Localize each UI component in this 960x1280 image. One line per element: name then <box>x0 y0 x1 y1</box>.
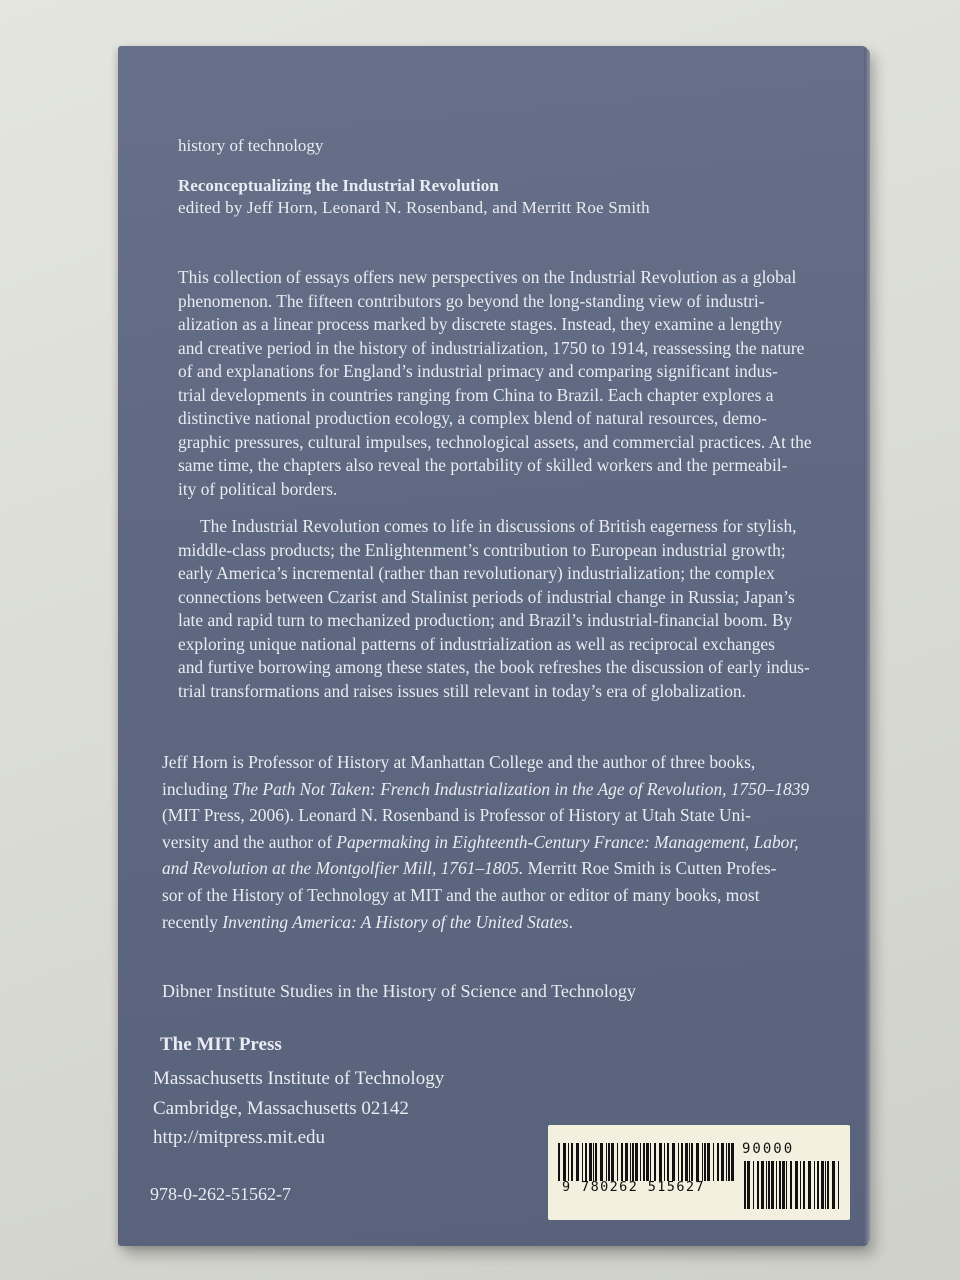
text-line: trial developments in countries ranging from China to Brazil. Each chapter explores a <box>178 384 774 405</box>
text-line: phenomenon. The fifteen contributors go beyond the long-standing view of industri- <box>178 290 765 311</box>
barcode-bar <box>606 1143 607 1181</box>
barcode-bar <box>713 1143 714 1181</box>
barcode-bar <box>654 1143 656 1181</box>
barcode-bar <box>563 1143 566 1181</box>
barcode-bar <box>617 1143 618 1181</box>
barcode-bar <box>803 1161 805 1209</box>
barcode-bar <box>600 1143 603 1181</box>
barcode-bar <box>558 1143 560 1181</box>
barcode-bar <box>795 1161 798 1209</box>
barcode-bar <box>747 1161 750 1209</box>
book-title-italic: Inventing America: A History of the United States <box>222 911 569 932</box>
barcode-bar <box>585 1143 587 1181</box>
barcode-bar <box>704 1143 706 1181</box>
text-line: (MIT Press, 2006). Leonard N. Rosenband is Professor of History at Utah State Uni- <box>162 805 751 826</box>
barcode-bar <box>646 1143 649 1181</box>
description-paragraph-1 <box>178 266 838 501</box>
barcode-bar <box>832 1161 835 1209</box>
barcode-bar <box>731 1143 734 1181</box>
barcode-bar <box>702 1143 703 1181</box>
barcode-bar <box>608 1143 610 1181</box>
barcode-bar <box>696 1143 699 1181</box>
barcode-bar <box>821 1161 824 1209</box>
text-line: This collection of essays offers new perspectives on the Industrial Revolution as a global <box>178 267 797 287</box>
book-title-italic: Papermaking in Eighteenth-Century France: Management, Labor, <box>336 831 799 852</box>
publisher-url: http://mitpress.mit.edu <box>153 1127 326 1148</box>
text-line <box>162 829 852 856</box>
book-title-italic: and Revolution at the Montgolfier Mill, 1761–1805. <box>162 858 524 879</box>
barcode-price-code: 90000 <box>742 1141 795 1157</box>
author-bios <box>162 749 852 935</box>
barcode-bar <box>568 1143 569 1181</box>
barcode-bar <box>681 1143 683 1181</box>
barcode-bar <box>650 1143 651 1181</box>
barcode-bar <box>689 1143 690 1181</box>
text-line <box>162 776 852 803</box>
barcode-bar <box>771 1161 774 1209</box>
text-line: of and explanations for England’s industrial primacy and comparing significant indus- <box>178 361 778 381</box>
text-run: including <box>162 778 233 799</box>
barcode-bar <box>721 1143 724 1181</box>
text-line: sor of the History of Technology at MIT and the author or editor of many books, most <box>162 884 760 905</box>
barcode-bar <box>808 1161 811 1209</box>
barcode-bar <box>753 1161 754 1209</box>
barcode-bar <box>726 1143 727 1181</box>
barcode-bar <box>611 1143 614 1181</box>
book-editors: edited by Jeff Horn, Leonard N. Rosenband, and Merritt Roe Smith <box>178 198 650 217</box>
barcode-bar <box>838 1161 839 1209</box>
text-line: ity of political borders. <box>178 478 338 499</box>
text-run: versity and the author of <box>162 831 337 852</box>
text-line <box>162 909 852 936</box>
barcode-bar <box>625 1143 628 1181</box>
text-line: same time, the chapters also reveal the portability of skilled workers and the permeabil- <box>178 455 788 475</box>
barcode-bar <box>707 1143 710 1181</box>
barcode-bar <box>757 1161 759 1209</box>
text-line: alization as a linear process marked by discrete stages. Instead, they examine a lengthy <box>178 314 783 334</box>
book-title: Reconceptualizing the Industrial Revolution <box>178 176 499 195</box>
publisher-address-line-1: Massachusetts Institute of Technology <box>153 1068 445 1089</box>
barcode-bar <box>643 1143 645 1181</box>
barcode-bar <box>589 1143 592 1181</box>
text-run: recently <box>162 911 223 932</box>
barcode-bar <box>790 1161 792 1209</box>
barcode-bar <box>728 1143 730 1181</box>
text-line: middle-class products; the Enlightenment’s contribution to European industrial growth; <box>178 539 786 560</box>
description-paragraph-2 <box>178 515 838 703</box>
barcode-label <box>548 1125 850 1220</box>
barcode-bar <box>744 1161 746 1209</box>
barcode-bar <box>630 1143 631 1181</box>
publisher-name: The MIT Press <box>160 1034 282 1055</box>
book-title-italic: The Path Not Taken: French Industrialization in the Age of Revolution, 1750–1839 <box>232 778 810 799</box>
barcode-bar <box>678 1143 679 1181</box>
barcode-bar <box>593 1143 594 1181</box>
barcode-bar <box>779 1161 781 1209</box>
text-line: connections between Czarist and Stalinist periods of industrial change in Russia; Japan’s <box>178 586 795 607</box>
text-line: The Industrial Revolution comes to life in discussions of British eagerness for stylish, <box>200 516 797 536</box>
barcode-bar <box>571 1143 573 1181</box>
barcode-digits: 9 780262 515627 <box>562 1179 705 1195</box>
barcode-bar <box>814 1161 815 1209</box>
barcode-bar <box>595 1143 597 1181</box>
text-line: and furtive borrowing among these states, the book refreshes the discussion of early indus- <box>178 657 810 677</box>
barcode-bar <box>621 1143 623 1181</box>
text-line: early America’s incremental (rather than revolutionary) industrialization; the complex <box>178 563 775 583</box>
barcode-bar <box>659 1143 662 1181</box>
text-line: graphic pressures, cultural impulses, technological assets, and commercial practices. At the <box>178 431 812 452</box>
barcode-bar <box>827 1161 829 1209</box>
barcode-bar <box>800 1161 801 1209</box>
text-run: . <box>568 911 574 932</box>
barcode-bar <box>667 1143 669 1181</box>
barcode-bar <box>664 1143 665 1181</box>
barcode-bar <box>766 1161 767 1209</box>
text-line <box>162 855 852 882</box>
barcode-bar <box>635 1143 638 1181</box>
text-line: exploring unique national patterns of industrialization as well as reciprocal exchanges <box>178 633 775 654</box>
barcode-bar <box>691 1143 693 1181</box>
barcode-bar <box>717 1143 719 1181</box>
text-run: Merritt Roe Smith is Cutten Profes- <box>523 858 777 879</box>
text-line: late and rapid turn to mechanized production; and Brazil’s industrial-financial boom. By <box>178 610 793 630</box>
barcode-bar <box>576 1143 579 1181</box>
text-line: Jeff Horn is Professor of History at Manhattan College and the author of three books, <box>162 752 756 772</box>
barcode-bar <box>640 1143 641 1181</box>
barcode-bar <box>582 1143 583 1181</box>
series-note: Dibner Institute Studies in the History of Science and Technology <box>162 981 636 1001</box>
isbn-number: 978-0-262-51562-7 <box>150 1184 291 1204</box>
barcode-bar <box>825 1161 826 1209</box>
barcode-bar <box>761 1161 764 1209</box>
barcode-bar <box>786 1161 787 1209</box>
barcode-bar <box>782 1161 785 1209</box>
barcode-image <box>548 1125 850 1220</box>
barcode-bar <box>768 1161 770 1209</box>
text-line: distinctive national production ecology, a complex blend of natural resources, demo- <box>178 408 768 428</box>
text-line: trial transformations and raises issues still relevant in today’s era of globalization. <box>178 680 746 701</box>
barcode-bar <box>817 1161 819 1209</box>
barcode-bar <box>672 1143 675 1181</box>
series-label: history of technology <box>178 136 324 155</box>
barcode-bar <box>632 1143 634 1181</box>
barcode-bar <box>685 1143 688 1181</box>
text-line: and creative period in the history of industrialization, 1750 to 1914, reassessing the nature <box>178 337 805 358</box>
barcode-bar <box>776 1161 777 1209</box>
publisher-address-line-2: Cambridge, Massachusetts 02142 <box>153 1098 409 1119</box>
